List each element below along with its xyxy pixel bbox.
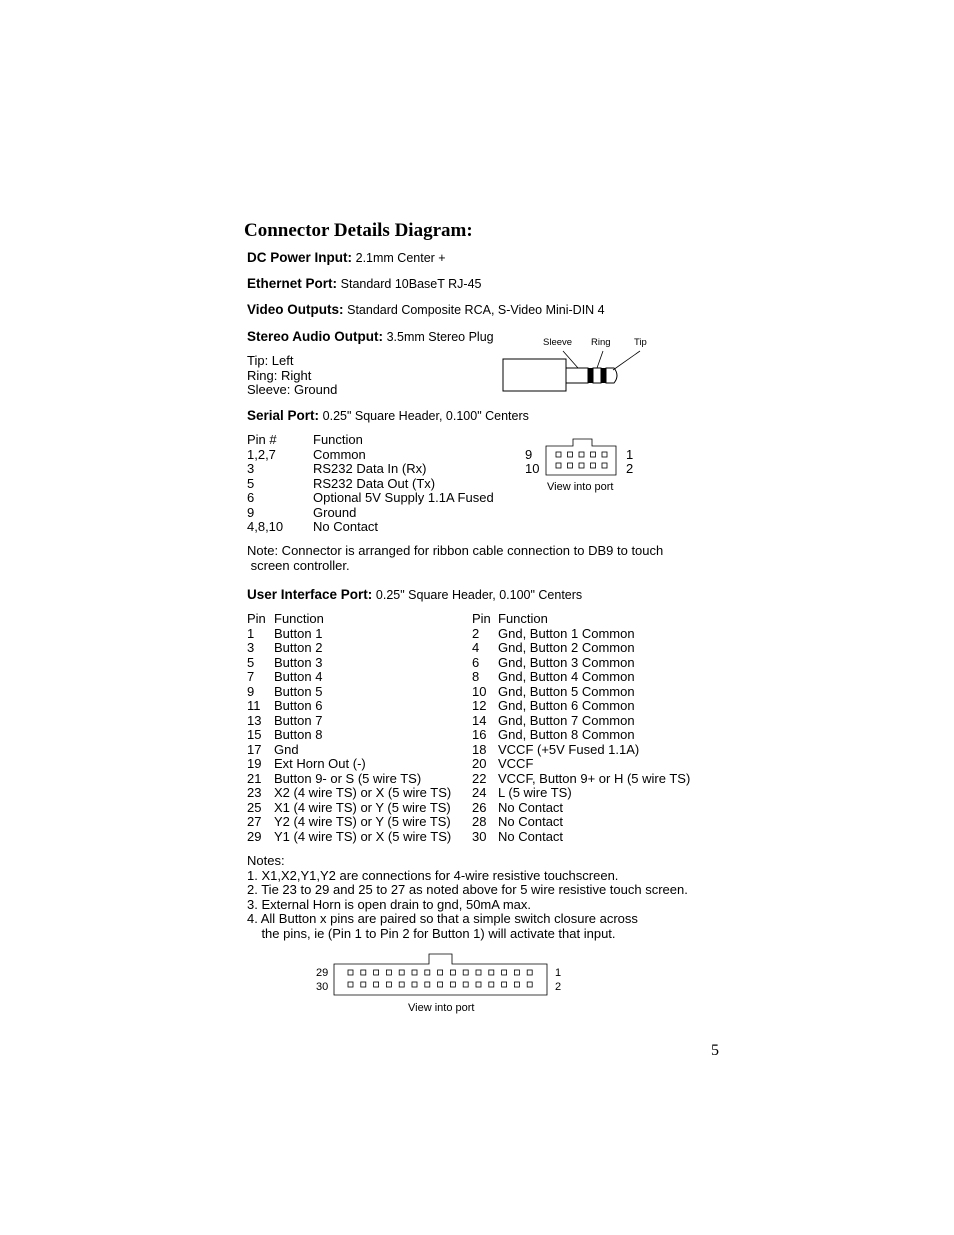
function-cell: Ext Horn Out (-) [274,756,366,771]
serial-value: 0.25" Square Header, 0.100" Centers [322,409,529,423]
ui-notes-heading: Notes: [247,853,285,868]
connector-pin [489,970,494,975]
ui-conn-label-30: 30 [316,981,329,993]
dc-power-value: 2.1mm Center + [355,251,446,265]
audio-sleeve-line: Sleeve: Ground [247,382,338,397]
connector-pin [502,982,507,987]
table-row [247,714,451,729]
col-function-header: Function [313,432,363,447]
table-row [247,448,494,463]
pin-cell: 26 [472,799,487,815]
pin-cell: 29 [247,828,262,844]
connector-pin [502,970,507,975]
table-row [472,699,690,714]
connector-pin [602,463,607,468]
connector-pin [568,452,573,457]
connector-pin [438,970,443,975]
table-row [247,699,451,714]
serial-conn-label-10: 10 [525,461,540,476]
pin-cell: 15 [247,727,262,742]
function-cell: No Contact [498,828,564,844]
ui-conn-label-2: 2 [555,981,562,993]
serial-note-line-1: Note: Connector is arranged for ribbon cable connection to DB9 to touch [247,543,664,558]
table-row [247,506,494,521]
table-row [247,477,494,492]
pin-cell: 14 [472,712,487,728]
table-row [247,670,451,685]
connector-pin [514,982,519,987]
table-row [472,786,690,801]
ui-port-right-table [472,612,690,844]
pin-cell: 9 [247,504,255,520]
connector-pin [527,982,532,987]
table-row [247,757,451,772]
serial-line [247,408,529,423]
table-row [247,491,494,506]
connector-pin [591,452,596,457]
pin-cell: 20 [472,756,487,771]
connector-pin [527,970,532,975]
connector-pin [476,982,481,987]
connector-pin [450,970,455,975]
pin-cell: 7 [247,669,255,684]
connector-pin [386,982,391,987]
pin-cell: 6 [247,490,255,505]
function-cell: Button 9- or S (5 wire TS) [274,770,422,786]
function-cell: X2 (4 wire TS) or X (5 wire TS) [274,785,452,800]
pin-cell: 17 [247,741,262,757]
video-line [247,302,605,317]
col-pin-header: Pin [247,611,266,626]
function-cell: Gnd, Button 4 Common [498,669,635,684]
function-cell: No Contact [498,799,564,815]
pin-cell: 4,8,10 [247,519,284,534]
ethernet-line [247,276,481,291]
ui-note-3: 3. External Horn is open drain to gnd, 50mA max. [247,896,531,912]
function-cell: Common [313,446,366,462]
ui-port-left-table [247,612,451,844]
connector-pin [348,982,353,987]
table-row [472,743,690,758]
pin-cell: 30 [472,828,487,844]
table-row [472,714,690,729]
table-row [247,728,451,743]
function-cell: Y1 (4 wire TS) or X (5 wire TS) [274,828,452,844]
video-label: Video Outputs: [247,302,344,317]
pin-cell: 1,2,7 [247,446,276,462]
pin-cell: 19 [247,756,262,771]
connector-pin [386,970,391,975]
table-row [247,520,494,535]
video-value: Standard Composite RCA, S-Video Mini-DIN 4 [347,303,605,317]
function-cell: Button 8 [274,727,323,742]
table-row [472,772,690,787]
connector-pin [374,982,379,987]
pin-cell: 10 [472,683,487,699]
pin-cell: 2 [472,625,480,641]
connector-pin [489,982,494,987]
pin-cell: 3 [247,461,255,476]
serial-pin-table [247,433,494,535]
serial-conn-label-1: 1 [626,447,634,462]
function-cell: Ground [313,504,357,520]
table-row [247,627,451,642]
table-row [472,830,690,845]
plug-sleeve-label: Sleeve [543,337,573,348]
function-cell: RS232 Data In (Rx) [313,461,427,476]
function-cell: VCCF, Button 9+ or H (5 wire TS) [498,770,691,786]
table-row [247,656,451,671]
connector-pin [556,452,561,457]
connector-pin [579,452,584,457]
serial-connector-caption: View into port [547,481,614,493]
serial-note-line-2: screen controller. [247,558,350,573]
ui-connector-caption: View into port [408,1002,475,1014]
pin-cell: 1 [247,625,255,641]
function-cell: Gnd, Button 8 Common [498,727,635,742]
table-row [247,685,451,700]
ui-port-value: 0.25" Square Header, 0.100" Centers [375,588,583,602]
plug-tip-label: Tip [634,337,647,348]
page-number: 5 [711,1042,719,1059]
serial-conn-label-9: 9 [525,447,533,462]
function-cell: Gnd, Button 6 Common [498,698,635,713]
pin-cell: 3 [247,640,255,655]
connector-pin [591,463,596,468]
table-row [472,685,690,700]
connector-pin [463,982,468,987]
connector-pin [556,463,561,468]
ui-port-line [247,587,582,602]
connector-pin [412,982,417,987]
table-row [472,757,690,772]
function-cell: Optional 5V Supply 1.1A Fused [313,490,494,505]
table-row [247,743,451,758]
ui-connector-diagram [333,952,549,997]
table-row [247,786,451,801]
audio-tip-line: Tip: Left [247,353,294,368]
function-cell: Button 3 [274,654,323,670]
ethernet-value: Standard 10BaseT RJ-45 [340,277,482,291]
function-cell: Button 5 [274,683,323,699]
audio-line [247,329,494,344]
connector-pin [579,463,584,468]
ui-note-1: 1. X1,X2,Y1,Y2 are connections for 4-wire resistive touchscreen. [247,867,619,883]
connector-pin [412,970,417,975]
function-cell: Gnd, Button 3 Common [498,654,635,670]
connector-pin [602,452,607,457]
pin-cell: 9 [247,683,255,699]
col-function-header: Function [274,611,324,626]
ui-conn-label-29: 29 [316,967,329,979]
function-cell: Gnd, Button 2 Common [498,640,635,655]
ethernet-label: Ethernet Port: [247,276,338,291]
connector-pin [450,982,455,987]
function-cell: Gnd, Button 7 Common [498,712,635,728]
function-cell: X1 (4 wire TS) or Y (5 wire TS) [274,799,451,815]
ui-port-label: User Interface Port: [247,587,373,602]
audio-value: 3.5mm Stereo Plug [386,330,494,344]
stereo-plug-diagram [500,345,630,395]
col-pin-header: Pin [472,611,491,626]
pin-cell: 23 [247,785,262,800]
connector-pin [438,982,443,987]
pin-cell: 18 [472,741,487,757]
connector-pin [374,970,379,975]
col-function-header: Function [498,611,548,626]
pin-cell: 24 [472,785,487,800]
function-cell: Button 7 [274,712,323,728]
function-cell: No Contact [313,519,379,534]
pin-cell: 11 [247,698,261,713]
table-header-row [247,433,494,448]
connector-pin [476,970,481,975]
table-header-row [247,612,451,627]
pin-cell: 22 [472,770,487,786]
table-row [472,728,690,743]
ui-note-4-cont: the pins, ie (Pin 1 to Pin 2 for Button 1) will activate that input. [247,925,616,941]
connector-pin [399,970,404,975]
connector-pin [348,970,353,975]
pin-cell: 27 [247,814,262,829]
pin-cell: 28 [472,814,487,829]
pin-cell: 12 [472,698,487,713]
function-cell: L (5 wire TS) [498,785,572,800]
audio-ring-line: Ring: Right [247,367,312,383]
table-row [247,641,451,656]
function-cell: No Contact [498,814,564,829]
function-cell: Button 1 [274,625,323,641]
connector-pin [425,970,430,975]
connector-pin [361,970,366,975]
table-row [247,462,494,477]
function-cell: RS232 Data Out (Tx) [313,475,436,491]
pin-cell: 13 [247,712,262,728]
table-row [472,656,690,671]
function-cell: Button 2 [274,640,323,655]
dc-power-label: DC Power Input: [247,250,352,265]
dc-power-line [247,250,446,265]
ui-note-2: 2. Tie 23 to 29 and 25 to 27 as noted above for 5 wire resistive touch screen. [247,882,688,897]
col-pin-header: Pin # [247,432,277,447]
function-cell: Button 4 [274,669,323,684]
table-row [472,627,690,642]
pin-cell: 21 [247,770,262,786]
page-title: Connector Details Diagram: [244,220,473,241]
table-row [247,801,451,816]
serial-connector-diagram [545,437,619,477]
connector-pin [568,463,573,468]
serial-label: Serial Port: [247,408,320,423]
table-row [247,815,451,830]
audio-label: Stereo Audio Output: [247,329,383,344]
connector-pin [514,970,519,975]
pin-cell: 5 [247,654,255,670]
pin-cell: 6 [472,654,480,670]
pin-cell: 5 [247,475,255,491]
function-cell: Y2 (4 wire TS) or Y (5 wire TS) [274,814,451,829]
connector-pin [399,982,404,987]
table-row [472,815,690,830]
pin-cell: 25 [247,799,262,815]
pin-cell: 4 [472,640,480,655]
serial-conn-label-2: 2 [626,461,634,476]
function-cell: VCCF [498,756,534,771]
pin-cell: 8 [472,669,480,684]
table-header-row [472,612,690,627]
ui-conn-label-1: 1 [555,967,562,979]
connector-pin [425,982,430,987]
table-row [247,772,451,787]
table-row [247,830,451,845]
function-cell: Gnd, Button 5 Common [498,683,635,699]
table-row [472,641,690,656]
connector-pin [361,982,366,987]
ui-note-4: 4. All Button x pins are paired so that a simple switch closure across [247,911,638,926]
table-row [472,670,690,685]
plug-ring-label: Ring [591,337,611,348]
connector-pin [463,970,468,975]
function-cell: Button 6 [274,698,323,713]
function-cell: Gnd, Button 1 Common [498,625,635,641]
function-cell: Gnd [274,741,299,757]
pin-cell: 16 [472,727,487,742]
function-cell: VCCF (+5V Fused 1.1A) [498,741,640,757]
table-row [472,801,690,816]
